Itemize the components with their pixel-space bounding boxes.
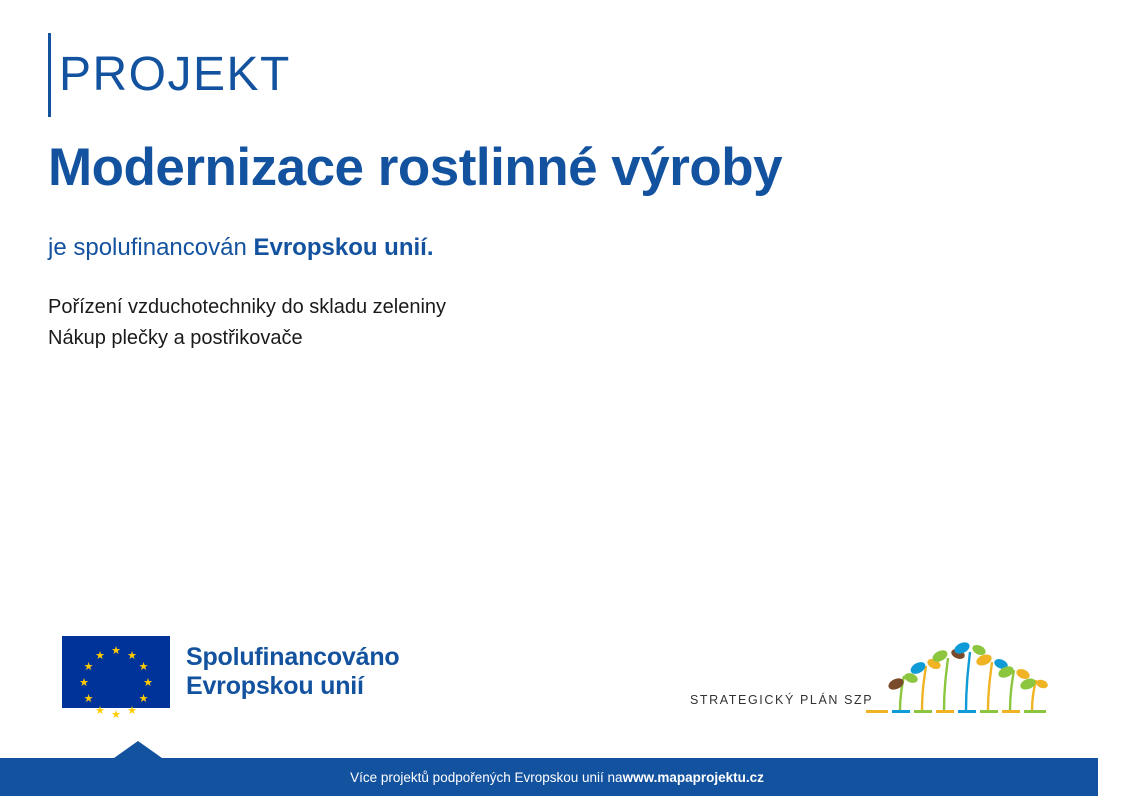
subtitle	[48, 234, 434, 262]
subtitle-plain: je spolufinancován	[48, 234, 254, 261]
eu-emblem-line1: Spolufinancováno	[186, 643, 400, 671]
szp-plants-icon	[866, 640, 1050, 731]
description-line: Nákup plečky a postřikovače	[48, 327, 303, 349]
eu-emblem-line2: Evropskou unií	[186, 672, 364, 700]
kicker-block	[48, 33, 291, 117]
subtitle-bold: Evropskou unií.	[253, 234, 434, 261]
description-line: Pořízení vzduchotechniky do skladu zeleniny	[48, 296, 447, 318]
eu-emblem-text	[186, 643, 399, 701]
footer-text-plain: Více projektů podpořených Evropskou unií na	[350, 769, 623, 785]
footer-bar	[0, 758, 1114, 796]
bottom-bar-notch	[114, 741, 162, 758]
szp-logo-block	[690, 640, 1050, 726]
page-title: Modernizace rostlinné výroby	[48, 138, 783, 197]
project-description	[48, 292, 446, 354]
eu-flag-icon: ★ ★ ★ ★ ★ ★ ★ ★ ★ ★ ★ ★	[62, 636, 170, 708]
footer-link[interactable]: www.mapaprojektu.cz	[622, 769, 764, 785]
kicker-rule	[48, 33, 51, 117]
kicker-label: PROJEKT	[59, 48, 291, 101]
eu-emblem-block	[62, 636, 400, 721]
right-gutter	[1098, 0, 1114, 796]
szp-label: STRATEGICKÝ PLÁN SZP	[690, 693, 874, 707]
